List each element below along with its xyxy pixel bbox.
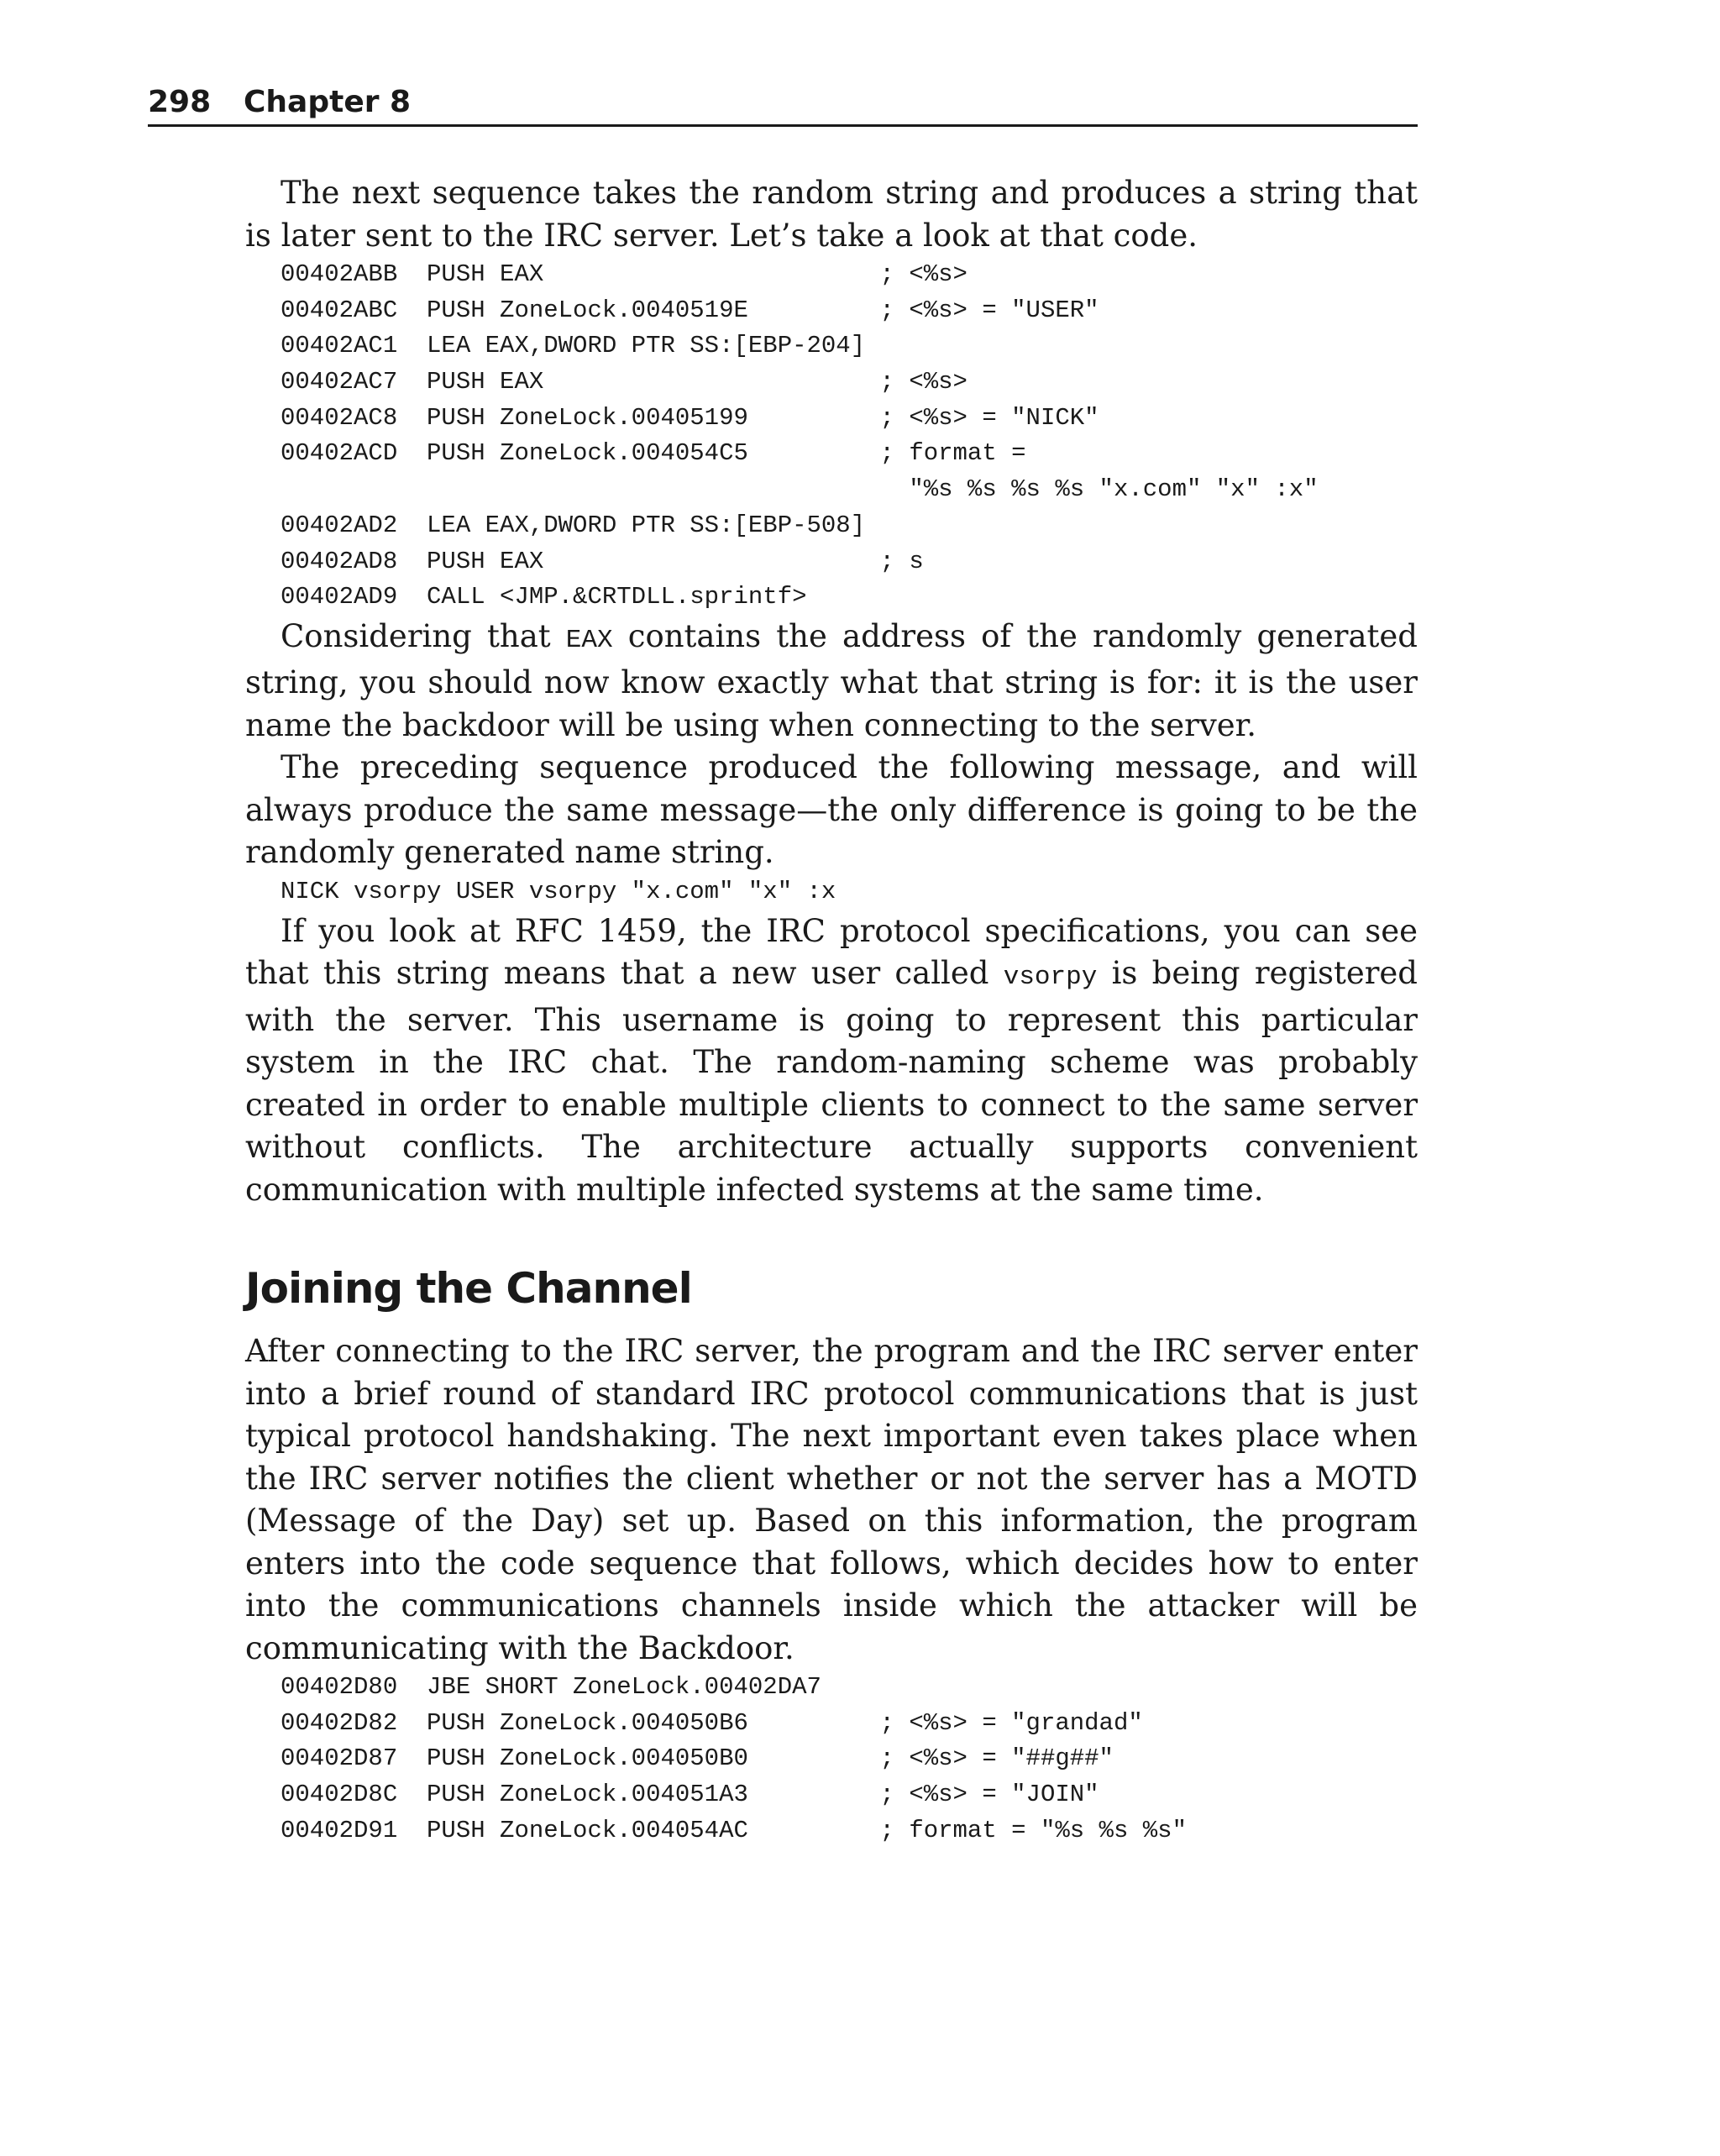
code-line: 00402D91 PUSH ZoneLock.004054AC ; format = "%s %s %s": [281, 1816, 1187, 1844]
code-line: "%s %s %s %s "x.com" "x" :x": [281, 475, 1319, 504]
code-line: 00402AD2 LEA EAX,DWORD PTR SS:[EBP-508]: [281, 511, 866, 539]
paragraph-joining: After connecting to the IRC server, the program and the IRC server enter into a brief round of standard IRC protocol communications that is just typical protocol handshaking. The next important even takes place when the IRC server notifies the client whether or not the server has a MOTD (Message of the Day) set up. Based on this information, the program enters into the code sequence that follows, which decides how to enter into the communications channels inside which the attacker will be communicating with the Backdoor.: [245, 1333, 1418, 1666]
paragraph-intro: The next sequence takes the random string and produces a string that is later sent to the IRC server. Let’s take a look at that code.: [245, 175, 1418, 254]
text-run: If you look at RFC 1459, the IRC protocol specifications, you can see that this string means that a new user called: [245, 912, 1418, 992]
code-line: 00402ABB PUSH EAX ; <%s>: [281, 260, 968, 288]
code-line: 00402AC8 PUSH ZoneLock.00405199 ; <%s> = "NICK": [281, 403, 1099, 432]
paragraph-message: The preceding sequence produced the following message, and will always produce the same message—the only difference is going to be the randomly generated name string.: [245, 749, 1418, 871]
code-listing-message: [245, 874, 1418, 910]
text-run: Considering that: [281, 617, 566, 654]
code-line: 00402D80 JBE SHORT ZoneLock.00402DA7: [281, 1673, 821, 1702]
section-heading: Joining the Channel: [245, 1264, 692, 1314]
text-run: is being registered with the server. This username is going to represent this particular system in the IRC chat. The random-naming scheme was probably created in order to enable multiple clients to connect to the same server without conflicts. The architecture actually supports convenient communication with multiple infected systems at the same time.: [245, 955, 1418, 1208]
page-number: 298: [148, 85, 212, 119]
code-listing-sprintf: [245, 257, 1418, 616]
code-line: 00402D82 PUSH ZoneLock.004050B6 ; <%s> = "grandad": [281, 1708, 1143, 1737]
code-line: 00402AC7 PUSH EAX ; <%s>: [281, 368, 968, 396]
code-line: 00402ABC PUSH ZoneLock.0040519E ; <%s> = "USER": [281, 296, 1099, 324]
text-run: contains the address of the randomly generated string, you should now know exactly what that string is for: it is the user name the backdoor will be using when connecting to the server.: [245, 617, 1418, 743]
chapter-title: Chapter 8: [244, 85, 412, 119]
code-line: 00402ACD PUSH ZoneLock.004054C5 ; format =: [281, 439, 1026, 468]
running-header: [148, 82, 1418, 127]
code-line: NICK vsorpy USER vsorpy "x.com" "x" :x: [281, 877, 836, 905]
paragraph-rfc: [245, 910, 1418, 1212]
code-line: 00402AC1 LEA EAX,DWORD PTR SS:[EBP-204]: [281, 332, 866, 360]
code-line: 00402D8C PUSH ZoneLock.004051A3 ; <%s> = "JOIN": [281, 1781, 1099, 1809]
body-content: [245, 172, 1418, 1849]
inline-code-username: vsorpy: [1003, 963, 1098, 993]
paragraph-eax: [245, 616, 1418, 748]
code-line: 00402AD8 PUSH EAX ; s: [281, 547, 924, 575]
code-line: 00402AD9 CALL <JMP.&CRTDLL.sprintf>: [281, 583, 807, 611]
code-listing-join: [245, 1670, 1418, 1849]
code-line: 00402D87 PUSH ZoneLock.004050B0 ; <%s> = "##g##": [281, 1744, 1114, 1773]
inline-code-eax: EAX: [565, 625, 613, 655]
